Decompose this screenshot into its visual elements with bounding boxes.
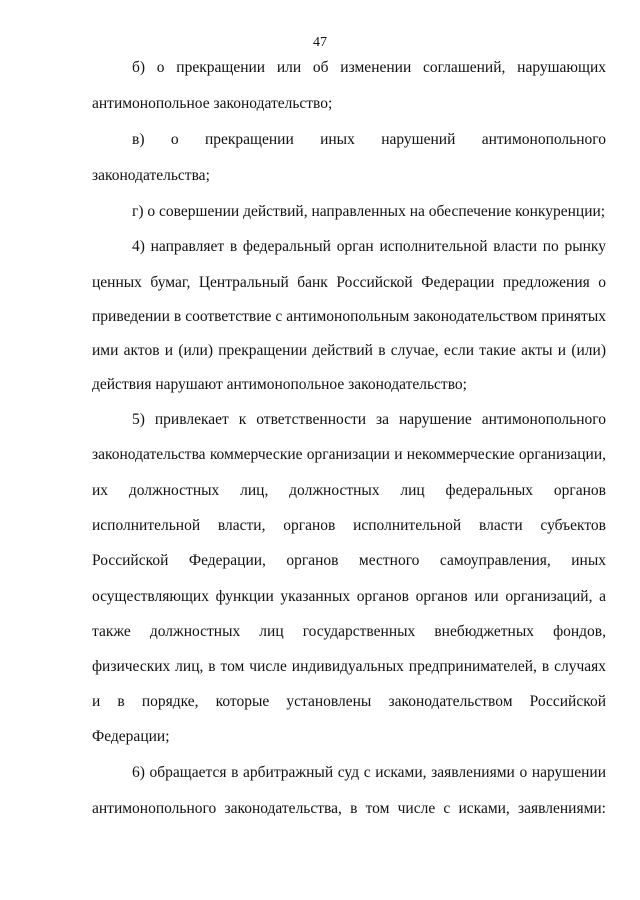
- text-line: приведении в соответствие с антимонопольным законодательством принятых: [92, 308, 606, 325]
- text-line: законодательства;: [92, 167, 210, 184]
- text-line: ценных бумаг, Центральный банк Российской Федерации предложения о: [92, 274, 606, 291]
- text-line: физических лиц, в том числе индивидуальных предпринимателей, в случаях: [92, 658, 606, 675]
- text-line: б) о прекращении или об изменении соглашений, нарушающих: [132, 59, 606, 76]
- text-line: Российской Федерации, органов местного самоуправления, иных: [92, 552, 606, 569]
- text-line: законодательства коммерческие организации и некоммерческие организации,: [92, 446, 606, 463]
- text-line: антимонопольного законодательства, в том числе с исками, заявлениями:: [92, 800, 606, 817]
- text-line: 6) обращается в арбитражный суд с исками, заявлениями о нарушении: [132, 764, 606, 781]
- text-line: 4) направляет в федеральный орган исполнительной власти по рынку: [132, 238, 606, 255]
- text-line: также должностных лиц государственных внебюджетных фондов,: [92, 623, 606, 640]
- text-line: г) о совершении действий, направленных на обеспечение конкуренции;: [132, 203, 606, 220]
- text-line: исполнительной власти, органов исполнительной власти субъектов: [92, 517, 606, 534]
- text-line: ими актов и (или) прекращении действий в случае, если такие акты и (или): [92, 342, 606, 359]
- text-line: в) о прекращении иных нарушений антимонопольного: [132, 131, 606, 148]
- text-line: и в порядке, которые установлены законодательством Российской: [92, 693, 606, 710]
- text-line: антимонопольное законодательство;: [92, 95, 333, 112]
- text-line: Федерации;: [92, 728, 170, 745]
- text-line: их должностных лиц, должностных лиц федеральных органов: [92, 482, 606, 499]
- text-line: действия нарушают антимонопольное законодательство;: [92, 376, 467, 393]
- text-line: 5) привлекает к ответственности за нарушение антимонопольного: [132, 411, 606, 428]
- text-line: осуществляющих функции указанных органов органов или организаций, а: [92, 588, 606, 605]
- page-number: 47: [313, 35, 327, 50]
